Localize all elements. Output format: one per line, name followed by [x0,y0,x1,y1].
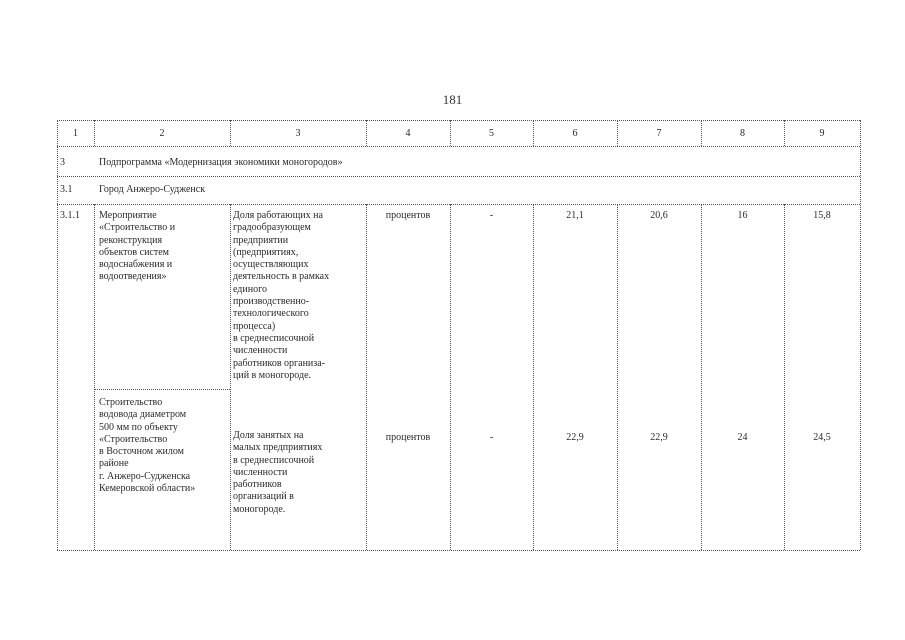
subsection-title: Город Анжеро-Судженск [99,184,206,195]
column-header: 7 [656,128,662,139]
col-divider-8b [784,204,785,550]
col-divider-2b [230,204,231,550]
value-col5: - [489,432,494,443]
column-header: 6 [572,128,578,139]
header-divider [57,146,860,147]
activity-text: Мероприятие «Строительство и реконструкция объектов систем водоснабжения и водоотведения» [99,210,176,283]
col-divider-1b [94,204,95,550]
value-col7: 22,9 [650,432,668,443]
table-top-border [57,120,860,121]
col-divider-6b [617,204,618,550]
section-divider [57,176,860,177]
column-header: 8 [740,128,745,139]
column-header: 4 [405,128,411,139]
indicator-text: Доля работающих на градообразующем предприятии (предприятиях, осуществляющих деятельность в рамках единого производственно- технологического процесса) в среднесписочной численности работников организа- ций в моногороде. [233,210,330,381]
unit-value: процентов [385,210,431,221]
column-header: 2 [159,128,165,139]
section-code: 3 [60,157,65,168]
indicator-text: Доля занятых на малых предприятиях в среднесписочной численности работников организаций в моногороде. [233,430,323,515]
col-divider-4b [450,204,451,550]
value-col7: 20,6 [650,210,668,221]
value-col6: 21,1 [566,210,584,221]
section-title: Подпрограмма «Модернизация экономики моногородов» [99,157,343,168]
value-col8: 24 [737,432,748,443]
table-left-border [57,120,58,550]
column-header: 1 [73,128,78,139]
col-divider-7b [701,204,702,550]
indicator-table [57,120,860,550]
col-divider-3b [366,204,367,550]
value-col9: 24,5 [813,432,831,443]
value-col9: 15,8 [813,210,831,221]
activity-text: Строительство водовода диаметром 500 мм по объекту «Строительство в Восточном жилом районе г. Анжеро-Судженска Кемеровской области» [99,397,196,495]
value-col6: 22,9 [566,432,584,443]
table-right-border [860,120,861,550]
page-number: 181 [442,92,463,107]
value-col8: 16 [737,210,748,221]
activity-divider [94,389,230,390]
table-bottom-border [57,550,860,551]
col-divider-5b [533,204,534,550]
subsection-code: 3.1 [60,184,73,195]
column-header: 5 [489,128,494,139]
column-header: 3 [295,128,301,139]
value-col5: - [489,210,494,221]
unit-value: процентов [385,432,431,443]
column-header: 9 [819,128,825,139]
row-code: 3.1.1 [60,210,80,221]
subsection-divider [57,204,860,205]
